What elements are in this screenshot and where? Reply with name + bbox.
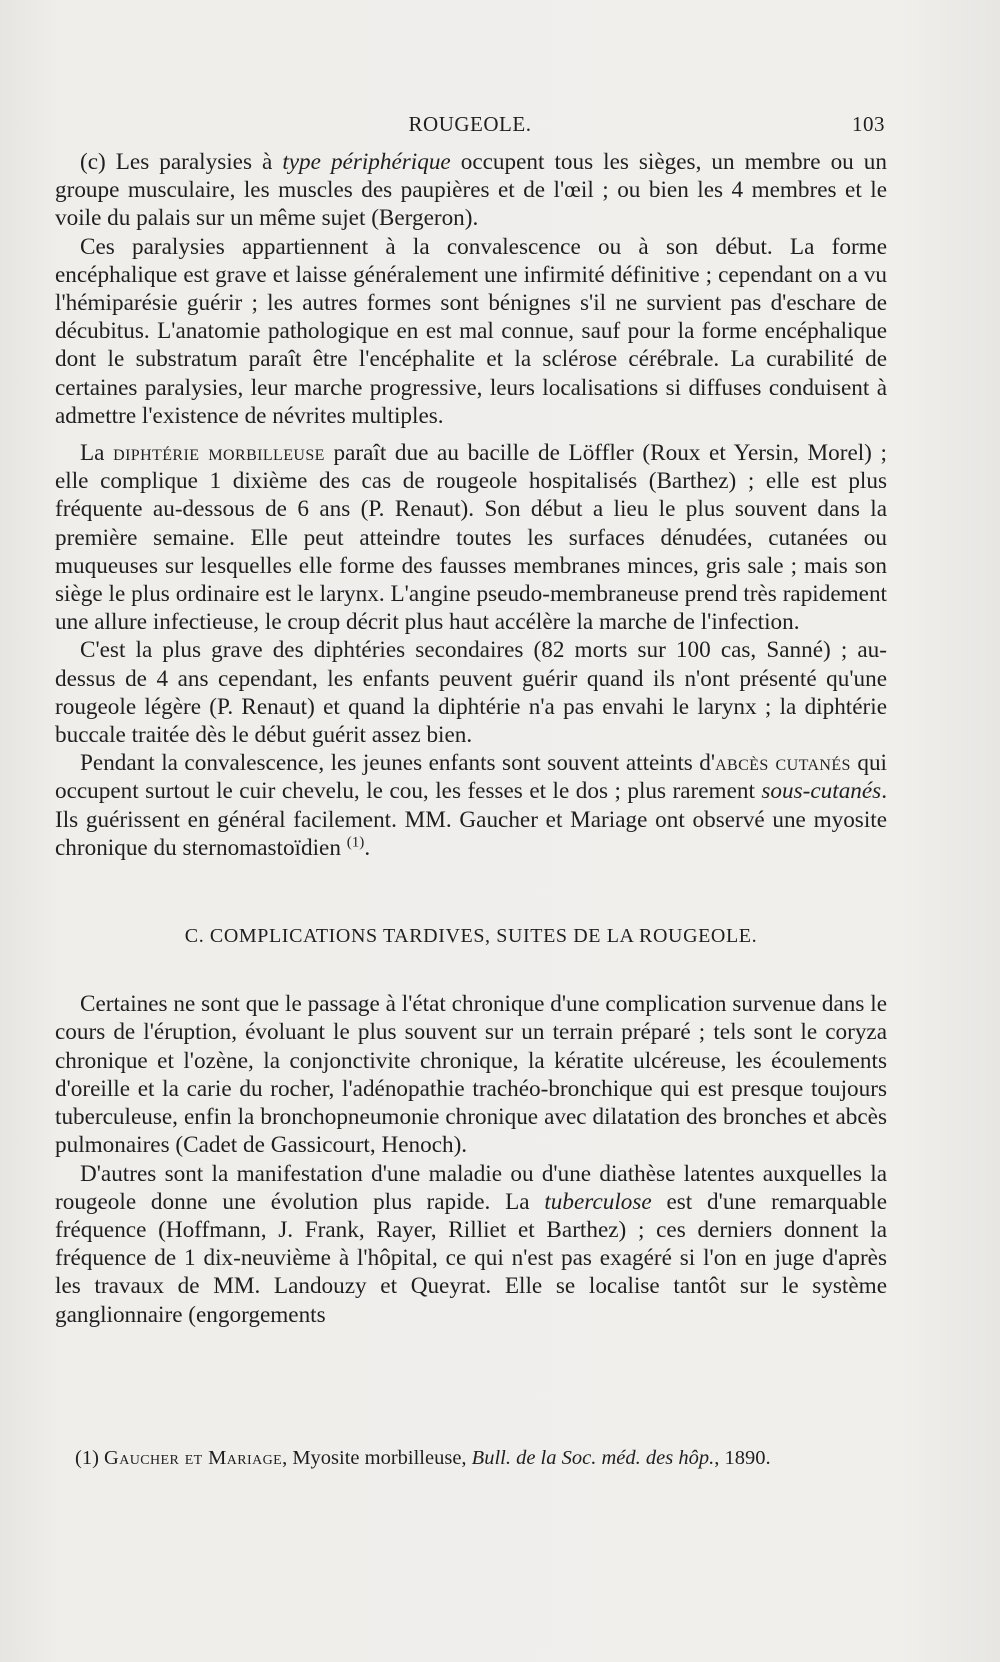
small-caps-term: diphtérie morbilleuse: [113, 440, 325, 467]
emphasis: type périphérique: [282, 149, 451, 175]
page-number: 103: [852, 112, 885, 136]
text-run: Les paralysies à: [105, 149, 283, 175]
emphasis: tuberculose: [544, 1188, 652, 1215]
running-title: ROUGEOLE.: [408, 112, 532, 136]
page-body: [55, 148, 887, 1329]
section-heading: C. COMPLICATIONS TARDIVES, SUITES DE LA ROUGEOLE.: [184, 925, 758, 948]
text-run: est d'une remarquable fréquence (Hoffmann, J. Frank, Rayer, Rilliet et Barthez) ; ces derniers donnent la fréquence de 1 dix-neuvième à l'hôpital, ce qui n'est pas exagéré si l'on en juge d'après les travaux de MM. Landouzy et Queyrat. Elle se localise tantôt sur le système ganglionnaire (engorgements: [55, 1188, 887, 1328]
text-run: . Ils guérissent en général facilement. MM. Gaucher et Mariage ont observé une myosite chronique du sternomastoïdien: [55, 778, 887, 861]
footnote-authors: Gaucher et Mariage: [104, 1447, 283, 1469]
paragraph-diphterie: [55, 439, 887, 636]
text-run: La: [80, 440, 114, 467]
footnote-year: , 1890.: [714, 1447, 771, 1469]
text-run: Pendant la convalescence, les jeunes enfants sont souvent atteints d': [80, 750, 716, 777]
paragraph-convalescence: Ces paralysies appartiennent à la convalescence ou à son début. La forme encéphalique est grave et laisse généralement une infirmité définitive ; cependant on a vu l'hémiparésie guérir ; les autres formes sont bénignes s'il ne survient pas d'eschare de décubitus. L'anatomie pathologique en est mal connue, sauf pour la forme encéphalique dont le substratum paraît être l'encéphalite et la sclérose cérébrale. La curabilité de certaines paralysies, leur marche progressive, leurs localisations si diffuses conduisent à admettre l'existence de névrites multiples.: [55, 233, 887, 429]
paragraph-paralysies-peripheriques: [55, 148, 887, 233]
text-run: paraît due au bacille de Löffler (Roux et Yersin, Morel) ; elle complique 1 dixième des cas de rougeole hospitalisés (Barthez) ; elle est plus fréquente au-dessous de 6 ans (P. Renaut). Son début a lieu le plus souvent dans la première semaine. Elle peut atteindre toutes les surfaces dénudées, cutanées ou muqueuses sur lesquelles elle forme des fausses membranes minces, gris sale ; mais son siège le plus ordinaire est le larynx. L'angine pseudo-membraneuse prend très rapidement une allure infectieuse, le croup décrit plus haut accélère la marche de l'infection.: [55, 440, 887, 636]
emphasis: sous-cutanés: [761, 778, 882, 805]
paragraph-diphterie-gravite: C'est la plus grave des diphtéries secondaires (82 morts sur 100 cas, Sanné) ; au-dessus de 4 ans cependant, les enfants peuvent guérir quand ils n'ont présenté qu'une rougeole légère (P. Renaut) et quand la diphtérie n'a pas envahi le larynx ; la diphtérie buccale traitée dès le début guérit assez bien.: [55, 637, 887, 749]
footnote-reference: (1): [346, 834, 365, 851]
text-run: .: [364, 834, 371, 861]
text-run: occupent tous les sièges, un membre ou un groupe musculaire, les muscles des paupières et de l'œil ; ou bien les 4 membres et le voile du palais sur un même sujet (Bergeron).: [55, 149, 887, 232]
text-run: qui occupent surtout le cuir chevelu, le cou, les fesses et le dos ; plus rarement: [55, 750, 887, 805]
paragraph-abces: [55, 749, 887, 862]
list-marker: (c): [80, 149, 106, 175]
footnote-journal: Bull. de la Soc. méd. des hôp.: [471, 1447, 715, 1469]
footnote-text: , Myosite morbilleuse,: [282, 1447, 472, 1469]
footnote: [75, 1445, 887, 1471]
paragraph-complications-chroniques: Certaines ne sont que le passage à l'état chronique d'une complication survenue dans le cours de l'éruption, évoluant le plus souvent sur un terrain préparé ; tels sont le coryza chronique et l'ozène, la conjonctivite chronique, la kératite ulcéreuse, les écoulements d'oreille et la carie du rocher, l'adénopathie trachéo-bronchique qui est presque toujours tuberculeuse, enfin la bronchopneumonie chronique avec dilatation des bronches et abcès pulmonaires (Cadet de Gassicourt, Henoch).: [55, 991, 887, 1159]
small-caps-term: abcès cutanés: [715, 750, 851, 777]
paragraph-tuberculose: [55, 1160, 887, 1329]
text-run: D'autres sont la manifestation d'une maladie ou d'une diathèse latentes auxquelles la rougeole donne une évolution plus rapide. La: [55, 1160, 887, 1215]
footnote-marker: (1): [75, 1447, 99, 1469]
